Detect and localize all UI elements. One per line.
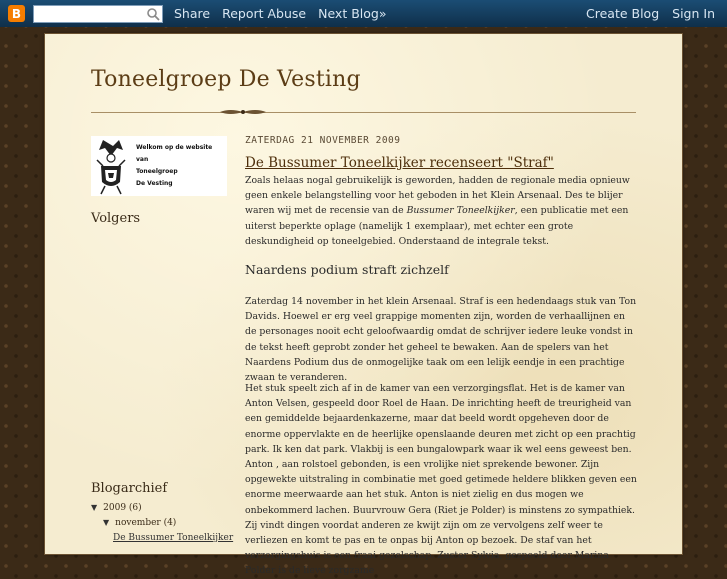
- post-subheading: Naardens podium straft zichzelf: [245, 262, 449, 277]
- sidebar-logo-image[interactable]: [91, 136, 227, 196]
- page-content: [45, 34, 682, 577]
- search-input[interactable]: [34, 6, 144, 22]
- divider-ornament-icon: [218, 107, 268, 117]
- share-link[interactable]: Share: [174, 6, 211, 21]
- archive-post-link[interactable]: De Bussumer Toneelkijker: [113, 532, 234, 543]
- archive-heading: Blogarchief: [91, 481, 168, 496]
- jester-crest-icon: [91, 136, 136, 196]
- search-icon[interactable]: [146, 7, 160, 21]
- expand-triangle-icon[interactable]: ▼: [103, 518, 110, 527]
- header-divider: [91, 112, 636, 113]
- report-abuse-link[interactable]: Report Abuse: [222, 6, 307, 21]
- archive-post-row: [91, 530, 233, 545]
- blog-title[interactable]: Toneelgroep De Vesting: [91, 67, 361, 92]
- expand-triangle-icon[interactable]: ▼: [91, 503, 98, 512]
- archive-month[interactable]: november (4): [115, 517, 177, 528]
- archive-year-row: [91, 500, 233, 515]
- navbar-right: [573, 0, 715, 27]
- create-blog-link[interactable]: Create Blog: [586, 6, 660, 21]
- post-paragraph-1: Zaterdag 14 november in het klein Arsenaal. Straf is een hedendaags stuk van Ton Davids. Hoewel er erg veel grappige momenten zijn, worden de verhaallijnen en de personages nooit echt geloofwaardig omdat de schrijver iedere leuke vondst in de tekst heeft geprobt zonder het geheel te bewaken. Aan de spelers van het Naardens Podium dus de onmogelijke taak om een lelijk eendje in een prachtige zwaan te veranderen.: [245, 296, 637, 384]
- post-title[interactable]: De Bussumer Toneelkijker recenseert "Straf": [245, 155, 554, 171]
- post-date: ZATERDAG 21 NOVEMBER 2009: [245, 135, 401, 146]
- archive-list: [91, 500, 233, 545]
- archive-year[interactable]: 2009 (6): [103, 502, 142, 513]
- publication-name: Bussumer Toneelkijker: [406, 205, 515, 217]
- next-blog-link[interactable]: Next Blog»: [318, 6, 387, 21]
- blogger-logo-icon[interactable]: B: [8, 5, 25, 22]
- post-intro: Zoals helaas nogal gebruikelijk is geworden, hadden de regionale media opnieuw geen enkele belangstelling voor het geboden in het Klein Arsenaal. Des te blijer waren wij met de recensie van de Bussumer Toneelkijker, een publicatie met een uiterst beperkte oplage (namelijk 1 exemplaar), met echter een grote deskundigheid op toneelgebied. Onderstaand de integrale tekst.: [245, 175, 630, 247]
- search-box: [33, 5, 163, 23]
- sidebar-image-caption: Welkom op de website van Toneelgroep De Vesting: [136, 144, 213, 187]
- archive-month-row: [91, 515, 233, 530]
- followers-heading: Volgers: [91, 211, 141, 226]
- blogger-navbar: [0, 0, 727, 27]
- post-paragraph-2: Het stuk speelt zich af in de kamer van een verzorgingsflat. Het is de kamer van Anton Velsen, gespeeld door Roel de Haan. De inrichting heeft de treurigheid van een gemiddelde bejaardenkazerne, maar dat beeld wordt opgeheven door de enorme oppervlakte en de heerlijke openslaande deuren met zicht op een prachtig park. Ik ken dat park. Vlakbij is een bungalowpark waar ik wel eens geweest ben. Anton , aan rolstoel gebonden, is een vrolijke niet sprekende bewoner. Zijn opgewekte uitstraling in combinatie met goed getimede heldere blikken geven een enorme meerwaarde aan het stuk. Anton is niet zielig en dus mogen we onbekommerd lachen. Buurvrouw Gera (Riet je Polder) is minstens zo sympathiek. Zij vindt dingen voordat anderen ze kwijt zijn om ze vervolgens zelf weer te verliezen en komt te pas en te onpas bij Anton op bezoek. De staf van het verzorgingshuis is een fraai gezelschap. Zuster Sylvia, gespeeld door Marina Polder is de lieve zorgzame: [245, 383, 637, 577]
- sign-in-link[interactable]: Sign In: [672, 6, 715, 21]
